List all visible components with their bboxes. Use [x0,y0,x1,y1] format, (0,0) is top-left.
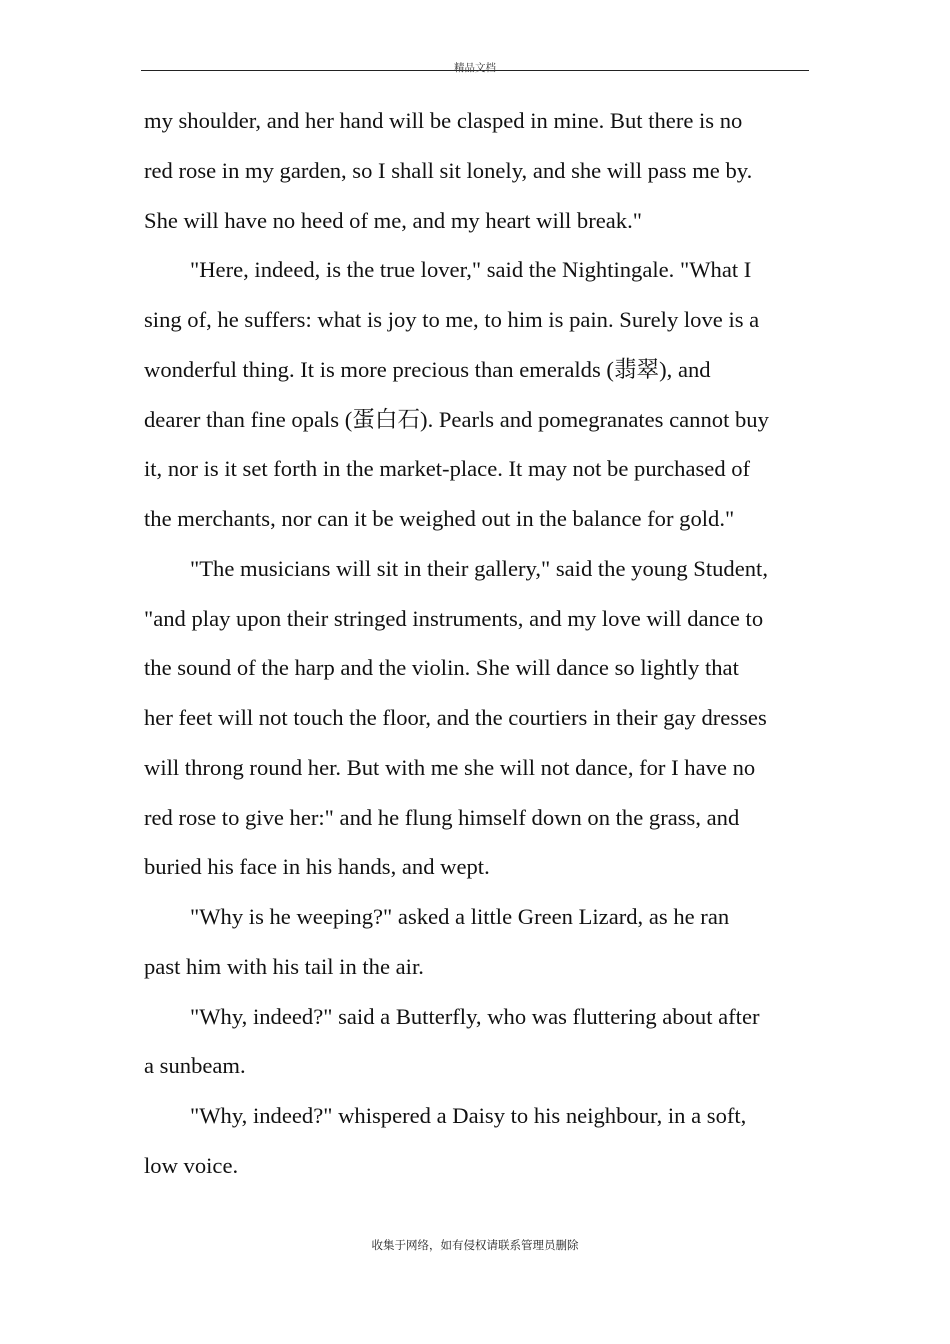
text-line: a sunbeam. [144,1053,246,1079]
text-line: "Here, indeed, is the true lover," said the Nightingale. "What I [190,257,752,283]
text-line: the merchants, nor can it be weighed out in the balance for gold." [144,506,735,531]
paragraph [144,245,810,544]
text-line: "Why is he weeping?" asked a little Green Lizard, as he ran [190,904,730,929]
text-line: past him with his tail in the air. [144,953,424,979]
text-line: buried his face in his hands, and wept. [144,854,490,880]
document-body [144,96,810,1191]
header-text: 精品文档 [454,62,496,74]
text-line: dearer than fine opals (蛋白石). Pearls and pomegranates cannot buy [144,406,769,432]
text-line: will throng round her. But with me she will not dance, for I have no [144,754,756,780]
paragraph [144,1091,810,1191]
text-line: sing of, he suffers: what is joy to me, to him is pain. Surely love is a [144,307,760,332]
text-line: low voice. [144,1152,239,1178]
text-line: She will have no heed of me, and my heart will break." [144,207,642,233]
text-line: red rose to give her:" and he flung himself down on the grass, and [144,804,740,830]
paragraph [144,544,810,892]
paragraph [144,992,810,1092]
paragraph [144,892,810,992]
paragraph [144,96,810,245]
text-line: "Why, indeed?" said a Butterfly, who was fluttering about after [190,1003,760,1029]
page-footer: 收集于网络，如有侵权请联系管理员删除 [371,1238,579,1252]
text-line: wonderful thing. It is more precious than emeralds (翡翠), and [144,356,711,382]
text-line: "Why, indeed?" whispered a Daisy to his neighbour, in a soft, [190,1103,747,1128]
text-line: red rose in my garden, so I shall sit lonely, and she will pass me by. [144,157,753,183]
text-line: it, nor is it set forth in the market-place. It may not be purchased of [144,456,751,482]
text-line: her feet will not touch the floor, and the courtiers in their gay dresses [144,705,767,730]
text-line: my shoulder, and her hand will be clasped in mine. But there is no [144,108,743,133]
page-header [141,56,809,74]
text-line: "The musicians will sit in their gallery," said the young Student, [190,555,768,581]
text-line: the sound of the harp and the violin. She will dance so lightly that [144,655,739,681]
text-line: "and play upon their stringed instruments, and my love will dance to [144,605,764,631]
